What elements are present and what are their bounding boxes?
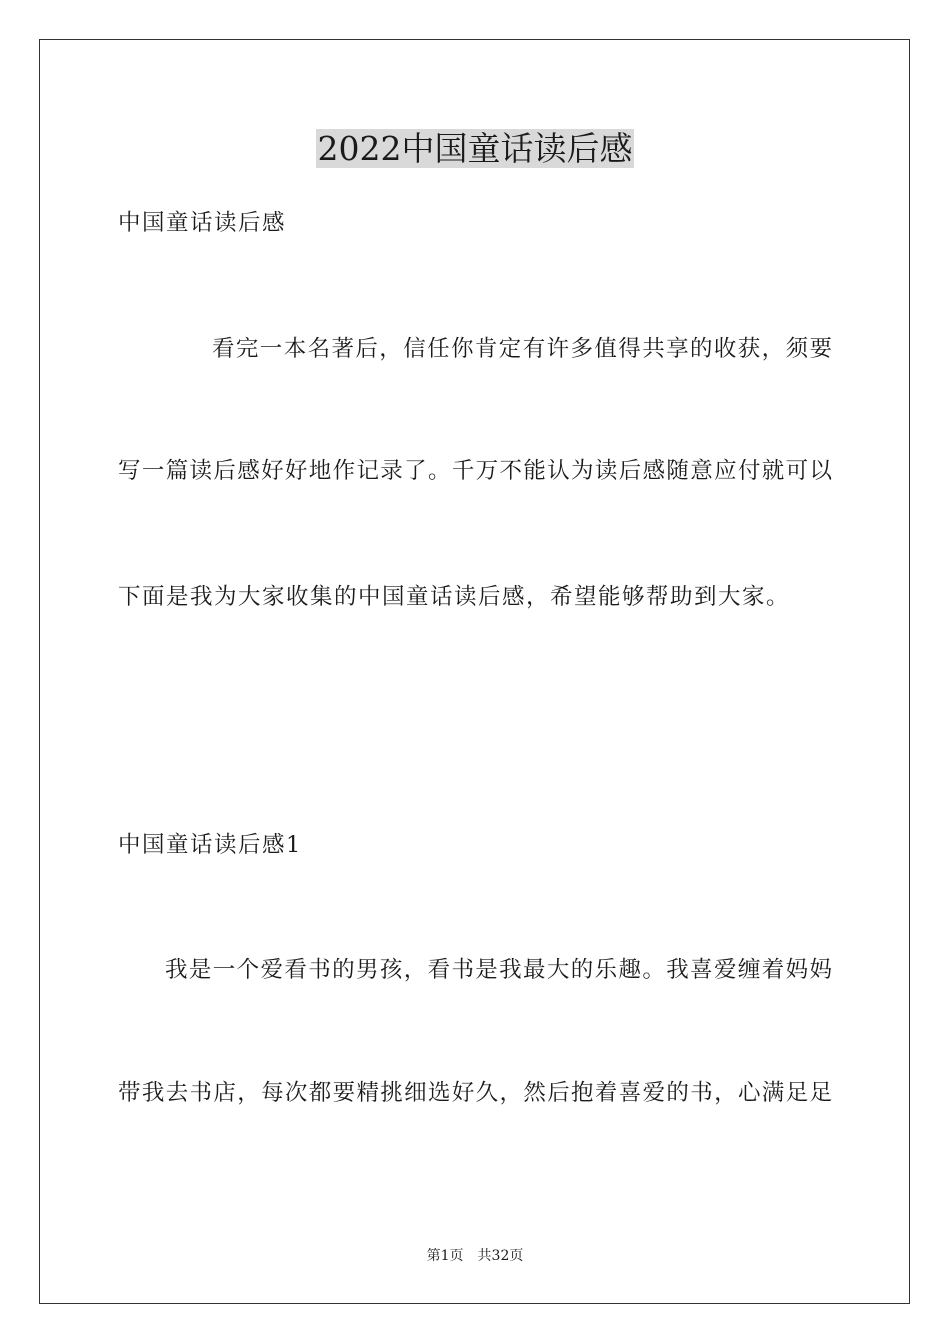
intro-line-1: 看完一本名著后，信任你肯定有许多值得共享的收获，须要 (212, 336, 832, 362)
section-heading: 中国童话读后感1 (118, 832, 302, 858)
intro-line-2: 写一篇读后感好好地作记录了。千万不能认为读后感随意应付就可以 (118, 458, 832, 484)
document-title-text: 2022中国童话读后感 (317, 129, 633, 168)
document-subtitle: 中国童话读后感 (118, 210, 287, 236)
page-number-footer: 第1页 共32页 (426, 1248, 524, 1264)
section1-line-2: 带我去书店，每次都要精挑细选好久，然后抱着喜爱的书，心满足足 (118, 1080, 832, 1106)
section1-line-1: 我是一个爱看书的男孩，看书是我最大的乐趣。我喜爱缠着妈妈 (165, 957, 832, 983)
document-title (0, 128, 950, 170)
intro-line-3: 下面是我为大家收集的中国童话读后感，希望能够帮助到大家。 (118, 584, 791, 610)
